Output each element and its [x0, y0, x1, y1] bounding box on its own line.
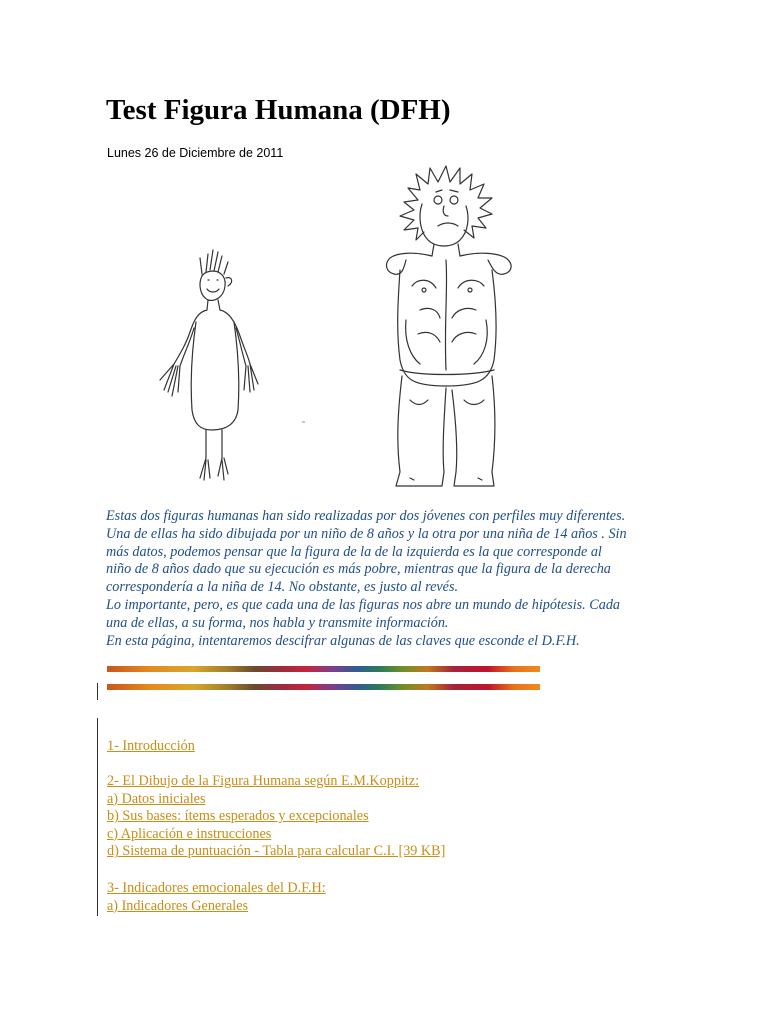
intro-line: Estas dos figuras humanas han sido realizadas por dos jóvenes con perfiles muy diferentes. — [106, 508, 626, 524]
intro-line: En esta página, intentaremos descifrar algunas de las claves que esconde el D.F.H. — [106, 632, 580, 649]
intro-line: Lo importante, pero, es que cada una de las figuras nos abre un mundo de hipótesis. Cada — [106, 596, 621, 613]
stray-mark — [302, 421, 305, 423]
toc-link-aplicacion[interactable]: c) Aplicación e instrucciones — [107, 825, 272, 842]
toc-section-3 — [107, 880, 326, 915]
blockquote-border — [97, 718, 98, 916]
toc-section-1 — [107, 738, 195, 756]
intro-line: niño de 8 años dado que su ejecución es más pobre, mientras que la figura de la derecha — [106, 561, 611, 578]
decorative-divider — [107, 684, 540, 690]
page-title: Test Figura Humana (DFH) — [106, 94, 451, 126]
toc-link-introduccion[interactable]: 1- Introducción — [107, 738, 195, 754]
toc-link-sistema-puntuacion[interactable] — [107, 843, 445, 861]
intro-line: más datos, podemos pensar que la figura de la de la izquierda es la que corresponde al — [106, 543, 602, 560]
drawing-right-figure — [360, 160, 530, 495]
toc-link-indicadores-emocionales[interactable]: 3- Indicadores emocionales del D.F.H: — [107, 880, 326, 896]
toc-section-2 — [107, 773, 445, 861]
toc-link-sistema-label: d) Sistema de puntuación — [107, 843, 251, 860]
intro-paragraph — [106, 508, 666, 650]
post-date: Lunes 26 de Diciembre de 2011 — [107, 146, 284, 160]
intro-line: una de ellas, a su forma, nos habla y transmite información. — [106, 614, 449, 631]
decorative-divider — [107, 666, 540, 672]
toc-link-tabla-ci[interactable]: Tabla para calcular C.I. [39 KB] — [262, 843, 446, 860]
toc-link-indicadores-generales[interactable]: a) Indicadores Generales — [107, 897, 249, 914]
intro-line: Una de ellas ha sido dibujada por un niño de 8 años y la otra por una niña de 14 años . Sin — [106, 525, 627, 542]
toc-separator: - — [250, 843, 263, 860]
toc-link-datos-iniciales[interactable]: a) Datos iniciales — [107, 790, 206, 807]
intro-line: correspondería a la niña de 14. No obstante, es justo al revés. — [106, 579, 459, 596]
toc-link-koppitz[interactable]: 2- El Dibujo de la Figura Humana según E.M.Koppitz: — [107, 773, 420, 789]
drawing-left-figure — [150, 240, 265, 495]
toc-link-sus-bases[interactable]: b) Sus bases: ítems esperados y excepcionales — [107, 808, 369, 825]
text-cursor-mark — [97, 683, 98, 700]
